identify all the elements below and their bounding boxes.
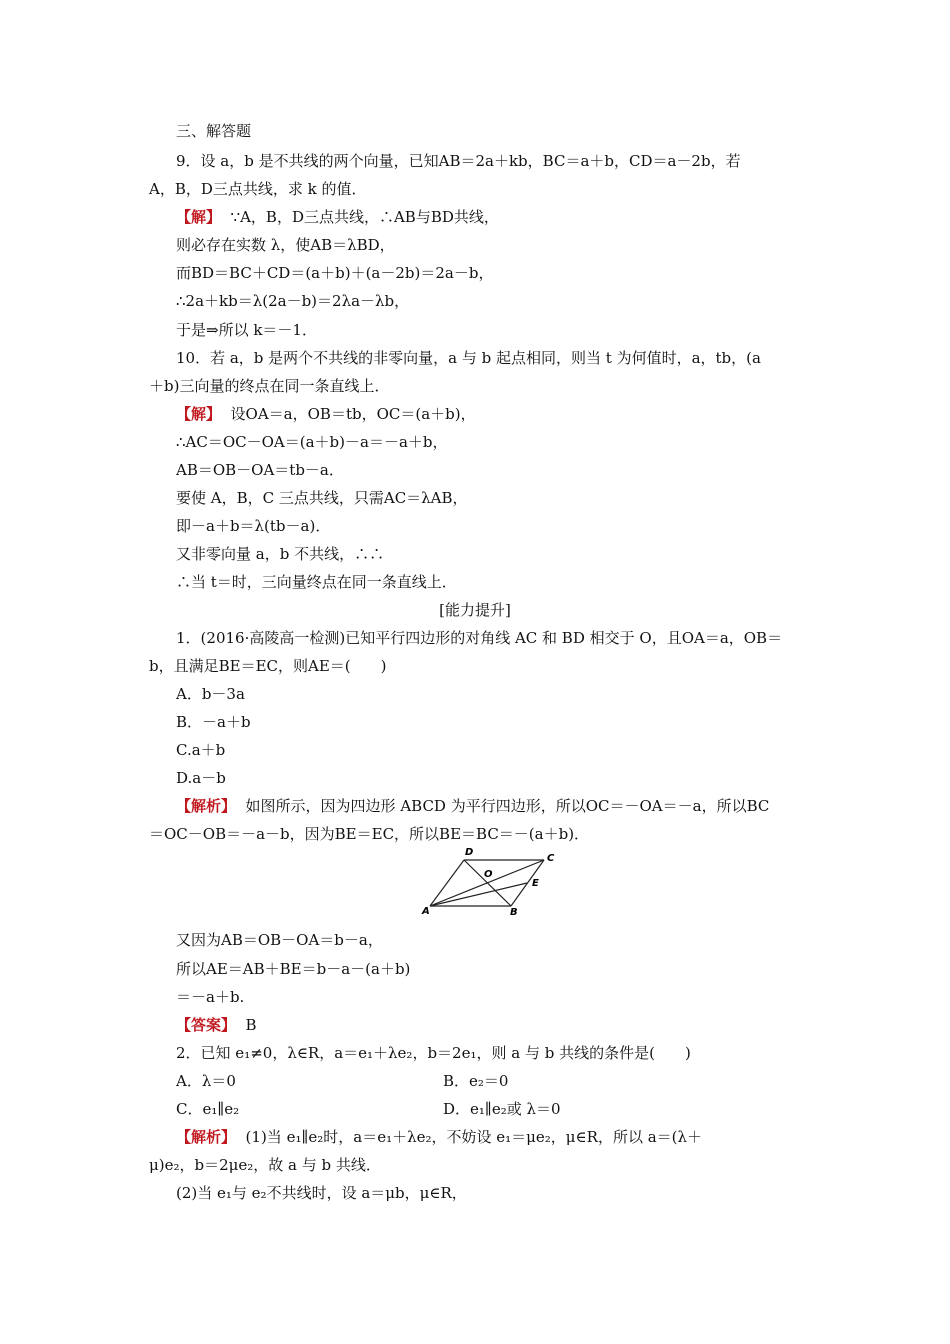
solution-tag: 【解】	[176, 208, 222, 226]
p2-option-b: B．e₂＝0	[443, 1072, 509, 1090]
p2-analysis-3: (2)当 e₁与 e₂不共线时，设 a＝μb，μ∈R，	[176, 1184, 467, 1202]
q10-line-2: ＋b)三向量的终点在同一条直线上．	[149, 377, 390, 395]
figure-label-e: E	[532, 878, 539, 889]
p1-answer: 【答案】 B	[176, 1016, 257, 1034]
section-title: 三、解答题	[176, 122, 252, 140]
p1-after-3: ＝－a＋b.	[176, 988, 245, 1006]
q9-solution-1: 【解】 ∵A，B，D三点共线，∴AB与BD共线，	[176, 208, 499, 226]
q9-solution-4: ∴2a＋kb＝λ(2a－b)＝2λa－λb，	[176, 292, 410, 310]
p1-after-2: 所以AE＝AB＋BE＝b－a－(a＋b)	[176, 960, 411, 978]
q10-solution-6: 又非零向量 a，b 不共线，∴∴	[176, 545, 385, 563]
figure-label-o: O	[484, 869, 493, 880]
p1-option-b: B．－a＋b	[176, 713, 251, 731]
figure-label-d: D	[465, 847, 474, 858]
q10-solution-1: 【解】 设OA＝a，OB＝tb，OC＝(a＋b)，	[176, 405, 476, 423]
solution-tag: 【解】	[176, 405, 222, 423]
figure-label-a: A	[422, 906, 430, 917]
ability-heading: [能力提升]	[439, 601, 511, 619]
q10-line-1: 10．若 a，b 是两个不共线的非零向量，a 与 b 起点相同，则当 t 为何值时，a，tb，(a	[176, 349, 761, 367]
p1-after-1: 又因为AB＝OB－OA＝b－a，	[176, 931, 383, 949]
q9-line-1: 9．设 a，b 是不共线的两个向量，已知AB＝2a＋kb，BC＝a＋b，CD＝a－2b，若	[176, 152, 741, 170]
p1-option-c: C.a＋b	[176, 741, 226, 759]
p1-line-2: b，且满足BE＝EC，则AE＝( )	[149, 657, 387, 675]
q10-solution-3: AB＝OB－OA＝tb－a．	[176, 461, 344, 479]
p1-option-d: D.a－b	[176, 769, 226, 787]
analysis-tag: 【解析】	[176, 797, 237, 815]
p1-option-a: A．b－3a	[176, 685, 245, 703]
q9-solution-5: 于是⇒所以 k＝－1．	[176, 321, 317, 339]
p2-option-c: C．e₁∥e₂	[176, 1100, 240, 1118]
q9-line-2: A，B，D三点共线，求 k 的值．	[149, 180, 367, 198]
p1-analysis-2: ＝OC－OB＝－a－b，因为BE＝EC，所以BE＝BC＝－(a＋b)．	[149, 825, 590, 843]
figure-label-c: C	[547, 853, 555, 864]
analysis-tag: 【解析】	[176, 1128, 237, 1146]
q10-solution-4: 要使 A，B，C 三点共线，只需AC＝λAB，	[176, 489, 468, 507]
p1-line-1: 1．(2016·高陵高一检测)已知平行四边形的对角线 AC 和 BD 相交于 O，且OA＝a，OB＝	[176, 629, 783, 647]
q9-solution-2: 则必存在实数 λ，使AB＝λBD，	[176, 236, 395, 254]
q10-solution-7: ∴当 t＝时，三向量终点在同一条直线上．	[176, 573, 457, 591]
p2-line-1: 2．已知 e₁≠0，λ∈R，a＝e₁＋λe₂，b＝2e₁，则 a 与 b 共线的条件是( )	[176, 1044, 691, 1062]
p2-analysis-2: μ)e₂，b＝2μe₂，故 a 与 b 共线．	[149, 1156, 381, 1174]
figure-label-b: B	[510, 907, 518, 918]
p2-option-a: A．λ＝0	[176, 1072, 236, 1090]
q9-solution-3: 而BD＝BC＋CD＝(a＋b)＋(a－2b)＝2a－b，	[176, 264, 494, 282]
q10-solution-5: 即－a＋b＝λ(tb－a)．	[176, 517, 331, 535]
p2-option-d: D．e₁∥e₂或 λ＝0	[443, 1100, 561, 1118]
parallelogram-figure	[420, 846, 565, 918]
p2-analysis-1: 【解析】 (1)当 e₁∥e₂时，a＝e₁＋λe₂，不妨设 e₁＝μe₂，μ∈R，所以 a＝(λ＋	[176, 1128, 703, 1146]
answer-tag: 【答案】	[176, 1016, 237, 1034]
p1-analysis-1: 【解析】 如图所示，因为四边形 ABCD 为平行四边形，所以OC＝－OA＝－a，所以BC	[176, 797, 770, 815]
q10-solution-2: ∴AC＝OC－OA＝(a＋b)－a＝－a＋b，	[176, 433, 448, 451]
